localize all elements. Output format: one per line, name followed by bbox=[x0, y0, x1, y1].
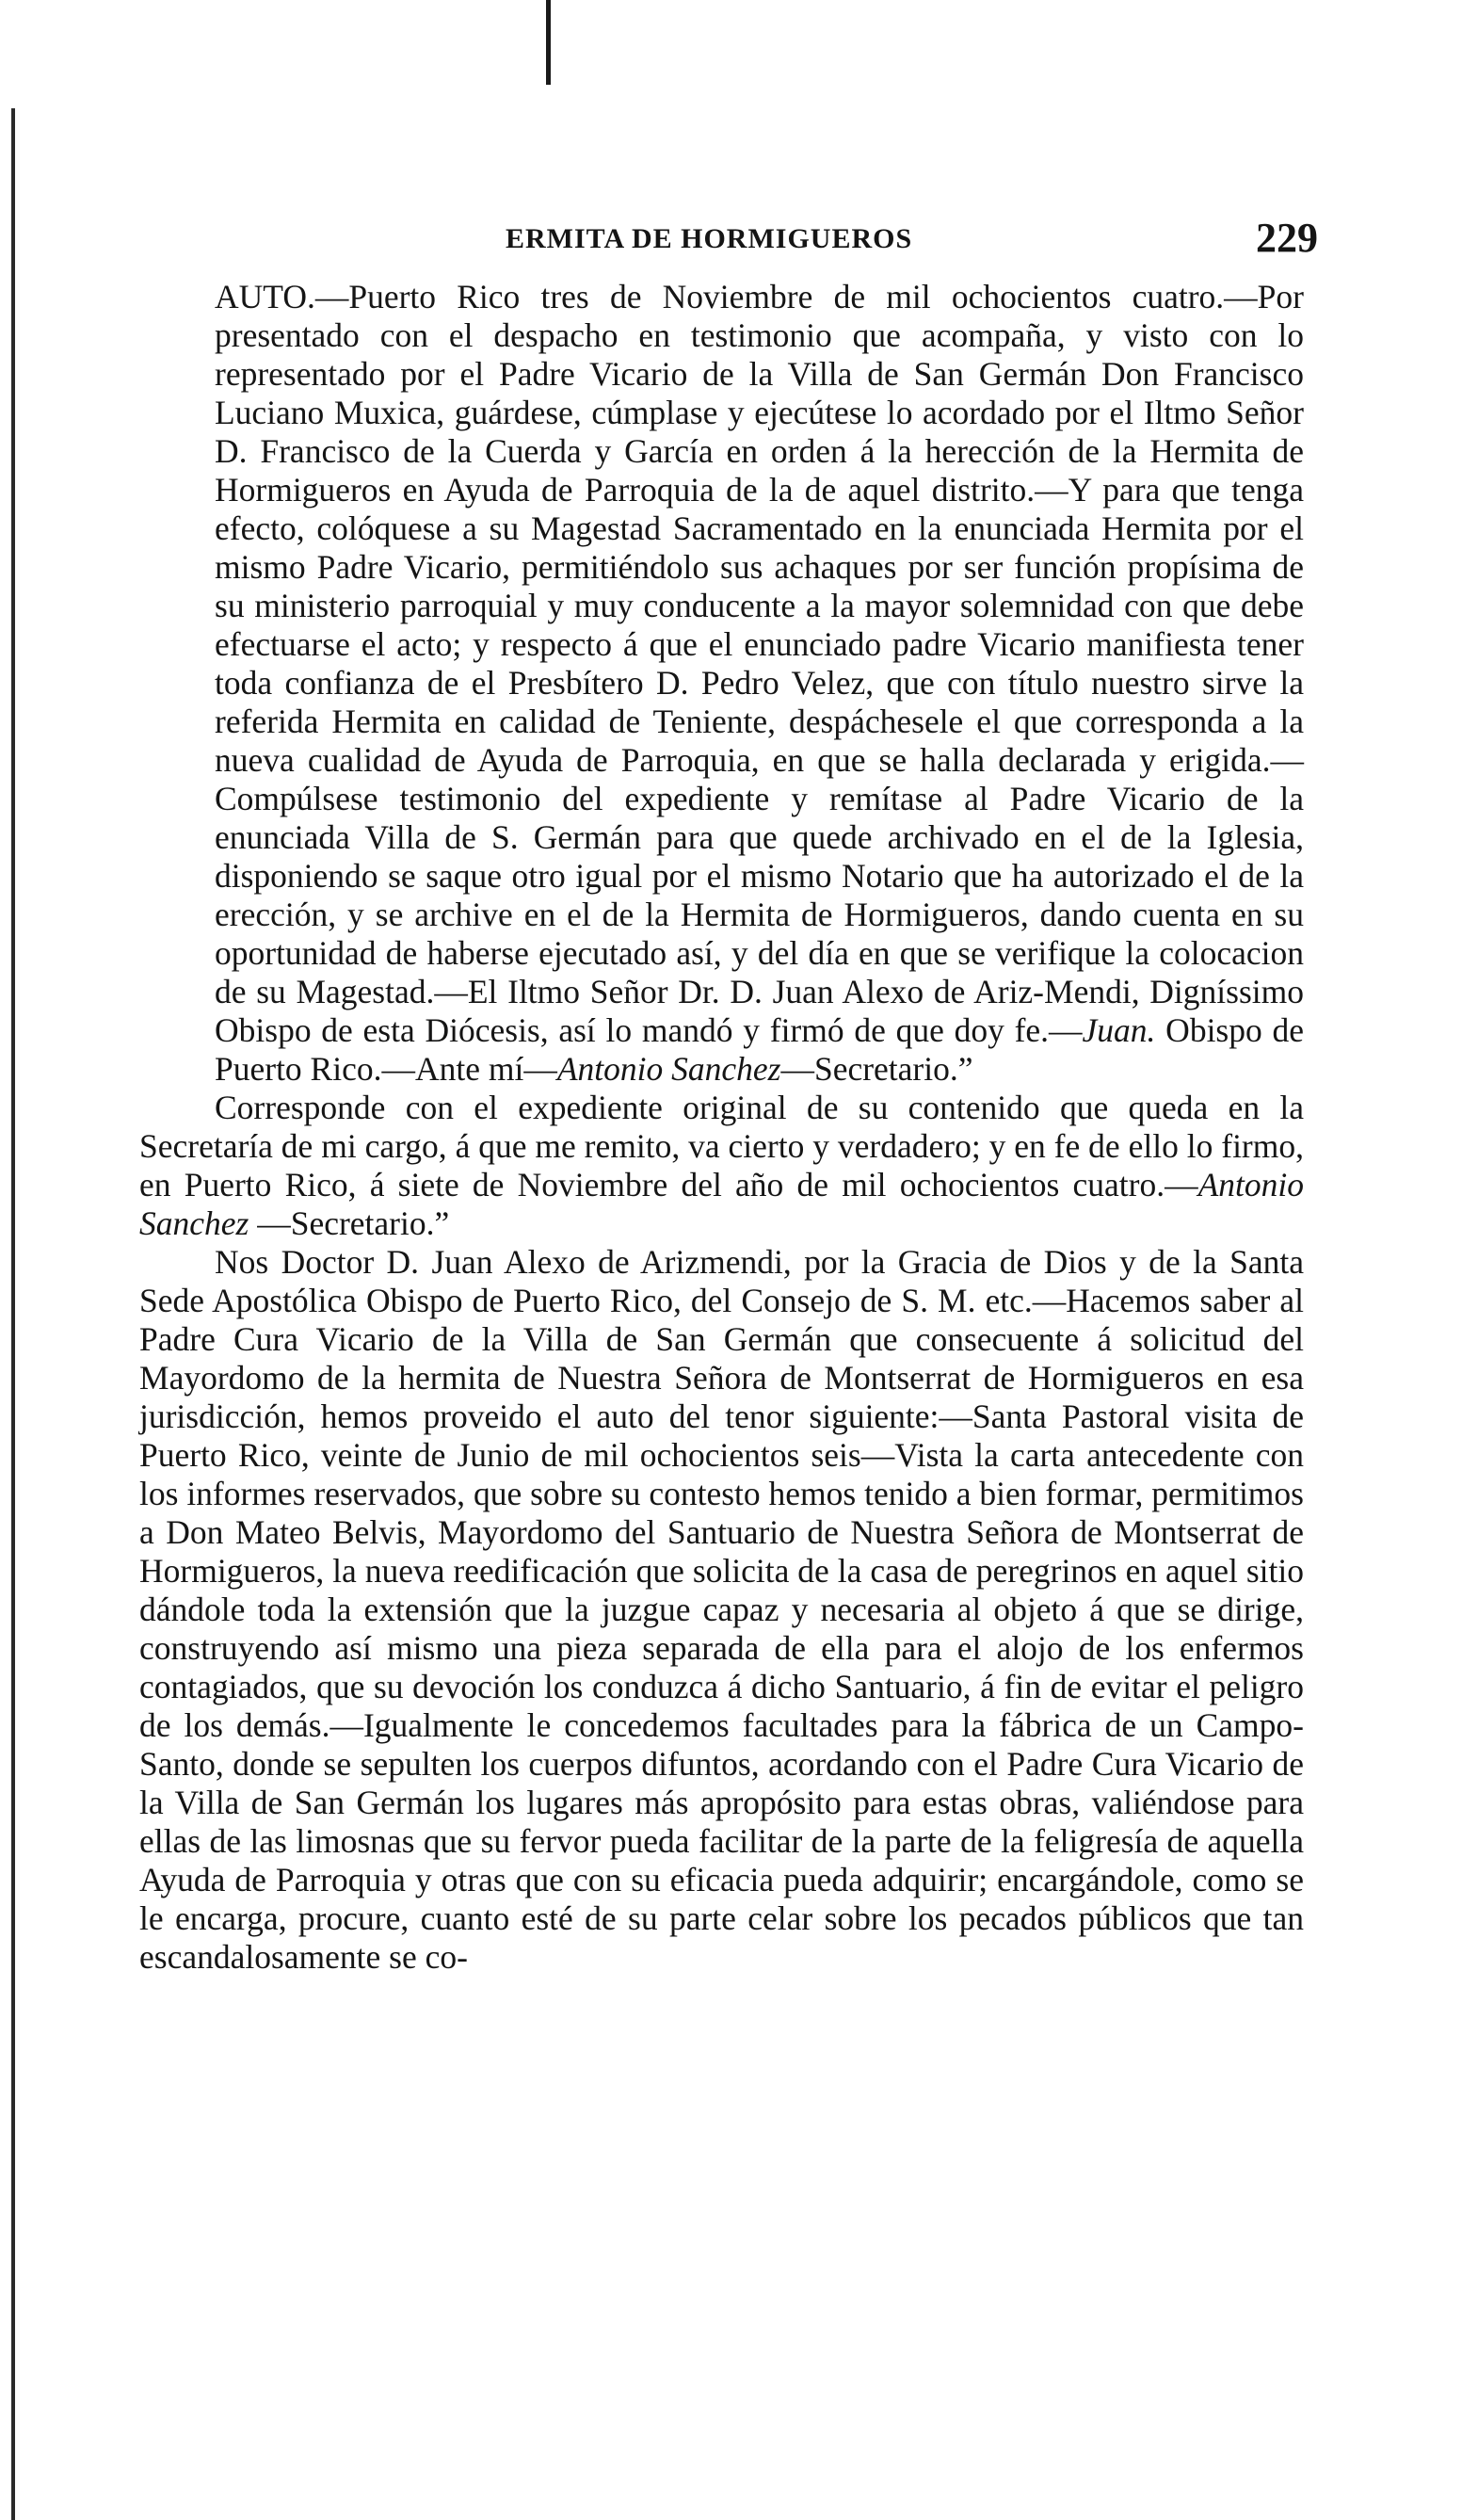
signature-secretary-2: Antonio Sanchez bbox=[139, 1166, 1304, 1242]
page-edge-rule bbox=[11, 108, 15, 2520]
paragraph-certification bbox=[139, 1089, 1304, 1243]
running-title: ERMITA DE HORMIGUEROS bbox=[506, 223, 913, 254]
paragraph-certification-end: —Secretario.” bbox=[249, 1204, 450, 1242]
paragraph-auto-end: —Secretario.” bbox=[780, 1050, 973, 1088]
paragraph-auto-mid: Obispo de Puerto Rico.—Ante mí— bbox=[215, 1011, 1304, 1088]
signature-secretary: Antonio Sanchez bbox=[556, 1050, 781, 1088]
body-text bbox=[139, 278, 1304, 1977]
paragraph-decree bbox=[139, 1243, 1304, 1977]
paragraph-decree-text: Nos Doctor D. Juan Alexo de Arizmendi, por la Gracia de Dios y de la Santa Sede Apostólica Obispo de Puerto Rico, del Consejo de S. M. etc.—Hacemos saber al Padre Cura Vicario de la Villa de San Germán que consecuente á solicitud del Mayordomo de la hermita de Nuestra Señora de Montserrat de Hormigueros en esa jurisdicción, hemos proveido el auto del tenor siguiente:—Santa Pastoral visita de Puerto Rico, veinte de Junio de mil ochocientos seis—Vista la carta antecedente con los informes reservados, que sobre su contesto hemos tenido a bien formar, permitimos a Don Mateo Belvis, Mayordomo del Santuario de Nuestra Señora de Montserrat de Hormigueros, la nueva reedificación que solicita de la casa de peregrinos en aquel sitio dándole toda la extensión que la juzgue capaz y necesaria al objeto á que se dirige, construyendo así mismo una pieza separada de ella para el alojo de los enfermos contagiados, que su devoción los conduzca á dicho Santuario, á fin de evitar el peligro de los demás.—Igualmente le concedemos facultades para la fábrica de un Campo-Santo, donde se sepulten los cuerpos difuntos, acordando con el Padre Cura Vicario de la Villa de San Germán los lugares más apropósito para estas obras, valiéndose para ellas de las limosnas que su fervor pueda facilitar de la parte de la feligresía de aquella Ayuda de Parroquia y otras que con su eficacia pueda adquirir; encargándole, como se le encarga, procure, cuanto esté de su parte celar sobre los pecados públicos que tan escandalosamente se co- bbox=[139, 1243, 1304, 1976]
page-number: 229 bbox=[1256, 215, 1318, 261]
paragraph-auto-text: AUTO.—Puerto Rico tres de Noviembre de mil ochocientos cuatro.—Por presentado con el despacho en testimonio que acompaña, y visto con lo representado por el Padre Vicario de la Villa de San Germán Don Francisco Luciano Muxica, guárdese, cúmplase y ejecútese lo acordado por el Iltmo Señor D. Francisco de la Cuerda y García en orden á la herección de la Hermita de Hormigueros en Ayuda de Parroquia de la de aquel distrito.—Y para que tenga efecto, colóquese a su Magestad Sacramentado en la enunciada Hermita por el mismo Padre Vicario, permitiéndolo sus achaques por ser función propísima de su ministerio parroquial y muy conducente a la mayor solemnidad con que debe efectuarse el acto; y respecto á que el enunciado padre Vicario manifiesta tener toda confianza de el Presbítero D. Pedro Velez, que con título nuestro sirve la referida Hermita en calidad de Teniente, despáchesele el que corresponda a la nueva cualidad de Ayuda de Parroquia, en que se halla declarada y erigida.—Compúlsese testimonio del expediente y remítase al Padre Vicario de la enunciada Villa de S. Germán para que quede archivado en el de la Iglesia, disponiendo se saque otro igual por el mismo Notario que ha autorizado el de la erección, y se archive en el de la Hermita de Hormigueros, dando cuenta en su oportunidad de haberse ejecutado así, y del día en que se verifique la colocacion de su Magestad.—El Iltmo Señor Dr. D. Juan Alexo de Ariz-Mendi, Digníssimo Obispo de esta Diócesis, así lo mandó y firmó de que doy fe.— bbox=[215, 278, 1304, 1049]
scan-artifact-mark bbox=[546, 0, 551, 85]
paragraph-auto bbox=[139, 278, 1304, 1089]
paragraph-certification-text: Corresponde con el expediente original de su contenido que queda en la Secretaría de mi cargo, á que me remito, va cierto y verdadero; y en fe de ello lo firmo, en Puerto Rico, á siete de Noviembre del año de mil ochocientos cuatro.— bbox=[139, 1089, 1304, 1203]
page-header bbox=[132, 212, 1318, 268]
signature-bishop: Juan. bbox=[1082, 1011, 1156, 1049]
